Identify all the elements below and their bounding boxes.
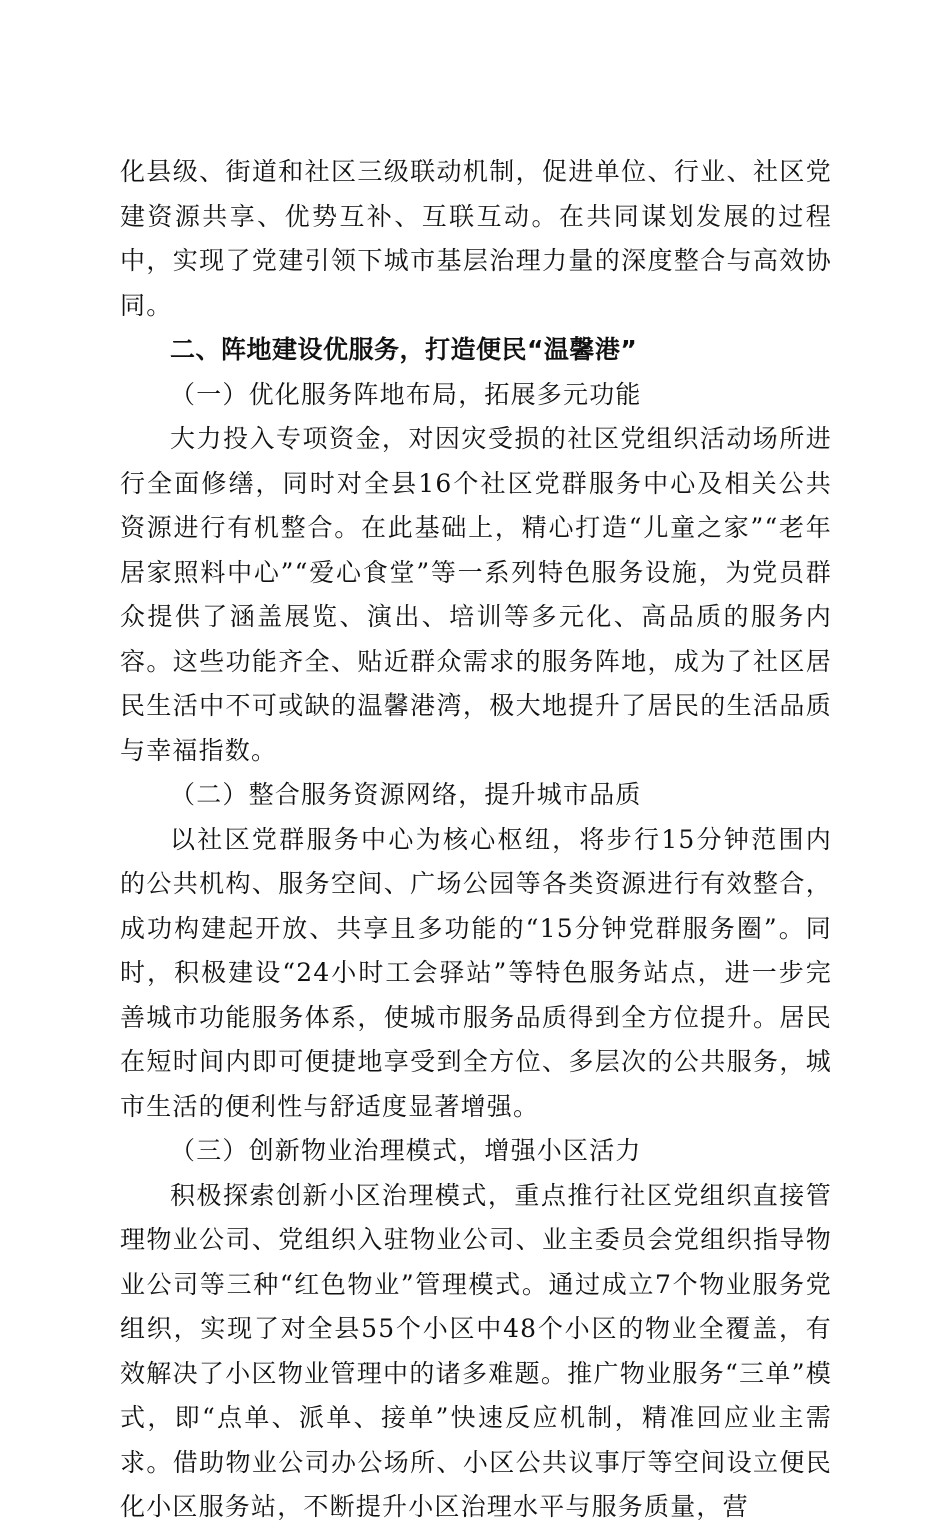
paragraph-property-governance: 积极探索创新小区治理模式，重点推行社区党组织直接管理物业公司、党组织入驻物业公司、业主委员会党组织指导物业公司等三种“红色物业”管理模式。通过成立7个物业服务党组织，实现了对全县55个小区中48个小区的物业全覆盖，有效解决了小区物业管理中的诸多难题。推广物业服务“三单”模式，即“点单、派单、接单”快速反应机制，精准回应业主需求。借助物业公司办公场所、小区公共议事厅等空间设立便民化小区服务站，不断提升小区治理水平与服务质量，营 <box>120 1180 832 1521</box>
subsection-heading-1: （一）优化服务阵地布局，拓展多元功能 <box>170 379 642 409</box>
subsection-heading-2: （二）整合服务资源网络，提升城市品质 <box>170 780 642 809</box>
paragraph-service-network: 以社区党群服务中心为核心枢纽，将步行15分钟范围内的公共机构、服务空间、广场公园等各类资源进行有效整合，成功构建起开放、共享且多功能的“15分钟党群服务圈”。同时，积极建设“24小时工会驿站”等特色服务站点，进一步完善城市功能服务体系，使城市服务品质得到全方位提升。居民在短时间内即可便捷地享受到全方位、多层次的公共服务，城市生活的便利性与舒适度显著增强。 <box>120 824 832 1121</box>
section-heading-2: 二、阵地建设优服务，打造便民“温馨港” <box>170 335 638 364</box>
subsection-heading-3: （三）创新物业治理模式，增强小区活力 <box>170 1136 642 1165</box>
paragraph-continued: 化县级、街道和社区三级联动机制，促进单位、行业、社区党建资源共享、优势互补、互联互动。在共同谋划发展的过程中，实现了党建引领下城市基层治理力量的深度整合与高效协同。 <box>120 157 832 320</box>
paragraph-service-layout: 大力投入专项资金，对因灾受损的社区党组织活动场所进行全面修缮，同时对全县16个社区党群服务中心及相关公共资源进行有机整合。在此基础上，精心打造“儿童之家”“老年居家照料中心”“爱心食堂”等一系列特色服务设施，为党员群众提供了涵盖展览、演出、培训等多元化、高品质的服务内容。这些功能齐全、贴近群众需求的服务阵地，成为了社区居民生活中不可或缺的温馨港湾，极大地提升了居民的生活品质与幸福指数。 <box>120 424 832 765</box>
document-body <box>120 150 832 1530</box>
